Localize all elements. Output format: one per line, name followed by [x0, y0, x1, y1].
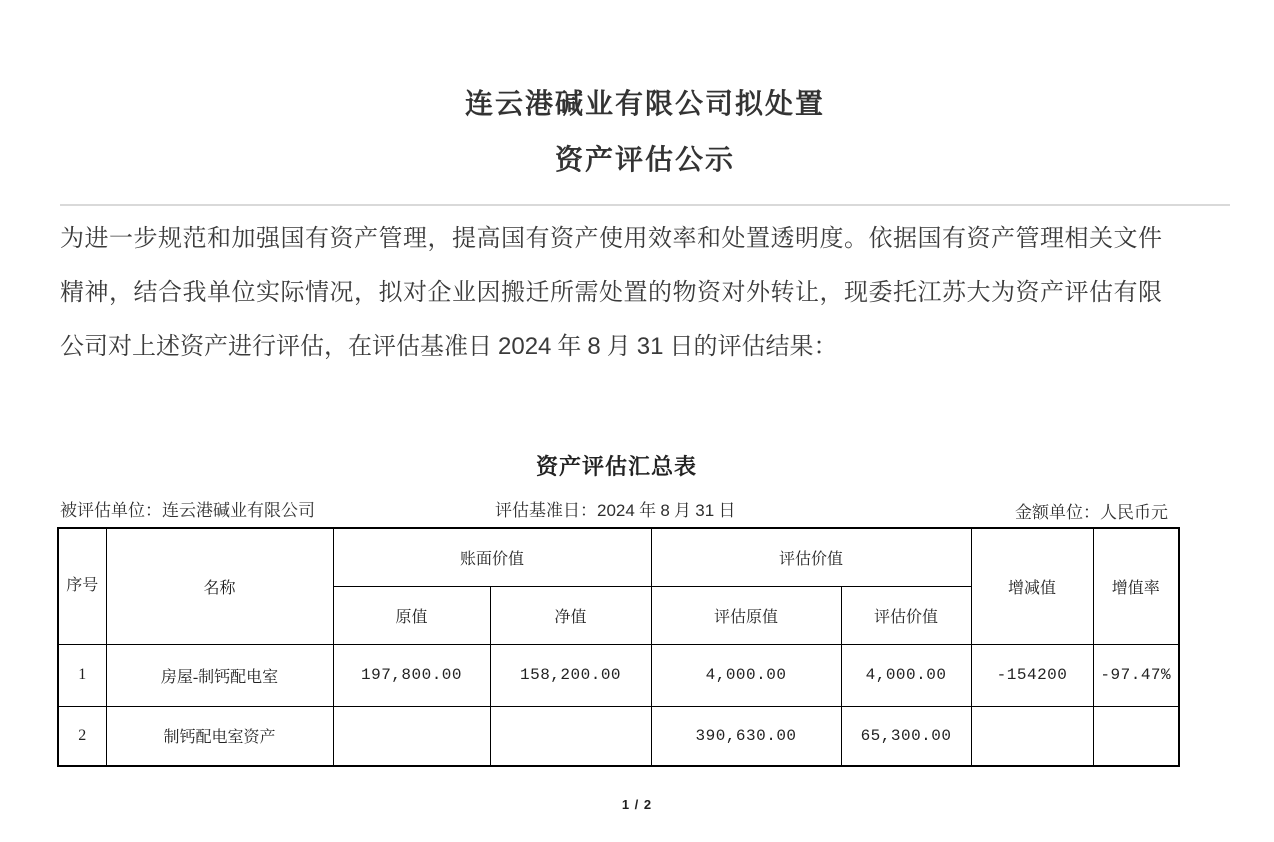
col-header-assessed-original-value: 评估原值: [651, 586, 841, 644]
cell-net-value: [490, 706, 651, 766]
cell-assessed-value: 4,000.00: [841, 644, 971, 706]
table-row: [58, 706, 1179, 766]
col-header-change-value: 增减值: [971, 528, 1093, 644]
cell-change-rate: [1093, 706, 1179, 766]
asset-summary-table: [57, 527, 1180, 767]
cell-original-value: 197,800.00: [333, 644, 490, 706]
summary-table-title: 资产评估汇总表: [535, 454, 697, 479]
table-row: [58, 644, 1179, 706]
cell-seq: 2: [58, 706, 106, 766]
col-header-assessed-value: 评估价值: [841, 586, 971, 644]
document-title-line2: 资产评估公示: [554, 145, 735, 176]
currency-unit-label: 金额单位：人民币元: [1015, 503, 1168, 522]
horizontal-divider: [60, 204, 1230, 206]
document-title-line1: 连云港碱业有限公司拟处置: [464, 89, 825, 120]
col-header-change-rate: 增值率: [1093, 528, 1179, 644]
header-row-1: [58, 528, 1179, 586]
cell-assessed-value: 65,300.00: [841, 706, 971, 766]
page-number: 1 / 2: [621, 797, 653, 812]
cell-name: 房屋-制钙配电室: [106, 644, 333, 706]
cell-change-rate: -97.47%: [1093, 644, 1179, 706]
col-header-original-value: 原值: [333, 586, 490, 644]
cell-seq: 1: [58, 644, 106, 706]
table-meta-row: [60, 496, 1178, 520]
intro-paragraph: 为进一步规范和加强国有资产管理，提高国有资产使用效率和处置透明度。依据国有资产管理相关文件精神，结合我单位实际情况，拟对企业因搬迁所需处置的物资对外转让，现委托江苏大为资产评估有限公司对上述资产进行评估，在评估基准日 2024 年 8 月 31 日的评估结果：: [60, 226, 1162, 360]
cell-assessed-original-value: 4,000.00: [651, 644, 841, 706]
base-date-label: 评估基准日：2024 年 8 月 31 日: [495, 501, 736, 520]
cell-change-value: -154200: [971, 644, 1093, 706]
cell-net-value: 158,200.00: [490, 644, 651, 706]
cell-change-value: [971, 706, 1093, 766]
cell-name: 制钙配电室资产: [106, 706, 333, 766]
cell-original-value: [333, 706, 490, 766]
evaluated-unit-label: 被评估单位：连云港碱业有限公司: [60, 501, 315, 520]
cell-assessed-original-value: 390,630.00: [651, 706, 841, 766]
col-header-net-value: 净值: [490, 586, 651, 644]
col-header-name: 名称: [106, 528, 333, 644]
col-header-assessed-value-group: 评估价值: [651, 528, 971, 586]
col-header-seq: 序号: [58, 528, 106, 644]
col-header-book-value-group: 账面价值: [333, 528, 651, 586]
